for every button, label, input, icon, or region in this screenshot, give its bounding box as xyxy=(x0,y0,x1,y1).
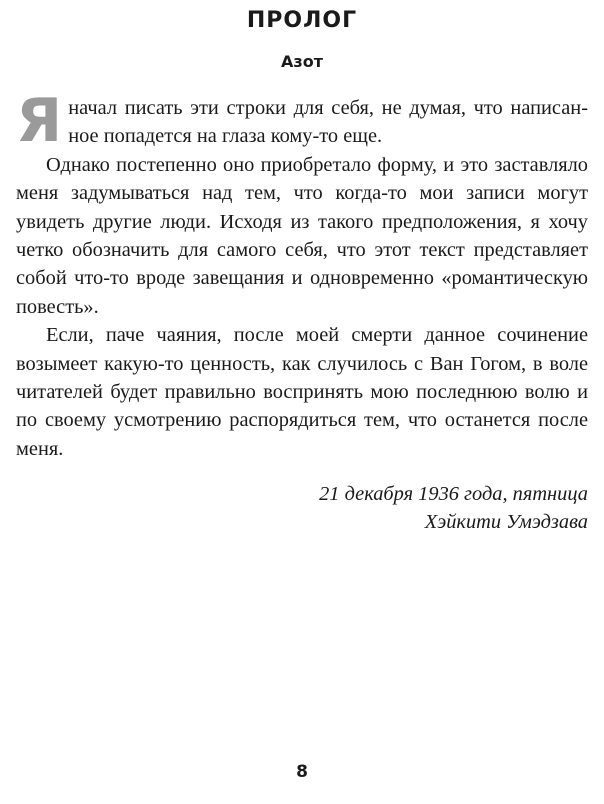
paragraph-1 xyxy=(16,86,588,156)
drop-cap: Я xyxy=(16,86,63,156)
signature-date: 21 декабря 1936 года, пятница xyxy=(319,483,588,505)
body-text xyxy=(16,86,588,463)
signature-author: Хэйкити Умэдзава xyxy=(424,511,588,534)
paragraph-1-text: начал писать эти строки для себя, не думая, что написанное попадется на глаза кому-то еще. xyxy=(68,97,588,148)
page-number: 8 xyxy=(296,762,308,782)
paragraph-2: Однако постепенно оно приобретало форму, и это заставляло меня задумываться над тем, что когда-то мои записи могут увидеть другие люди. Исходя из такого предположения, я хочу четко обозначить для самого себя, что этот текст представляет собой что-то вроде завещания и одновременно «романтическую повесть». xyxy=(16,153,588,318)
chapter-subtitle: Азот xyxy=(281,52,323,71)
paragraph-3: Если, паче чаяния, после моей смерти данное сочинение возымеет какую-то ценность, как случилось с Ван Гогом, в воле читателей будет правильно воспринять мою последнюю волю и по своему усмотрению распорядиться тем, что останется после меня. xyxy=(16,324,588,460)
chapter-title: ПРОЛОГ xyxy=(246,8,358,33)
signature-block xyxy=(188,480,588,537)
